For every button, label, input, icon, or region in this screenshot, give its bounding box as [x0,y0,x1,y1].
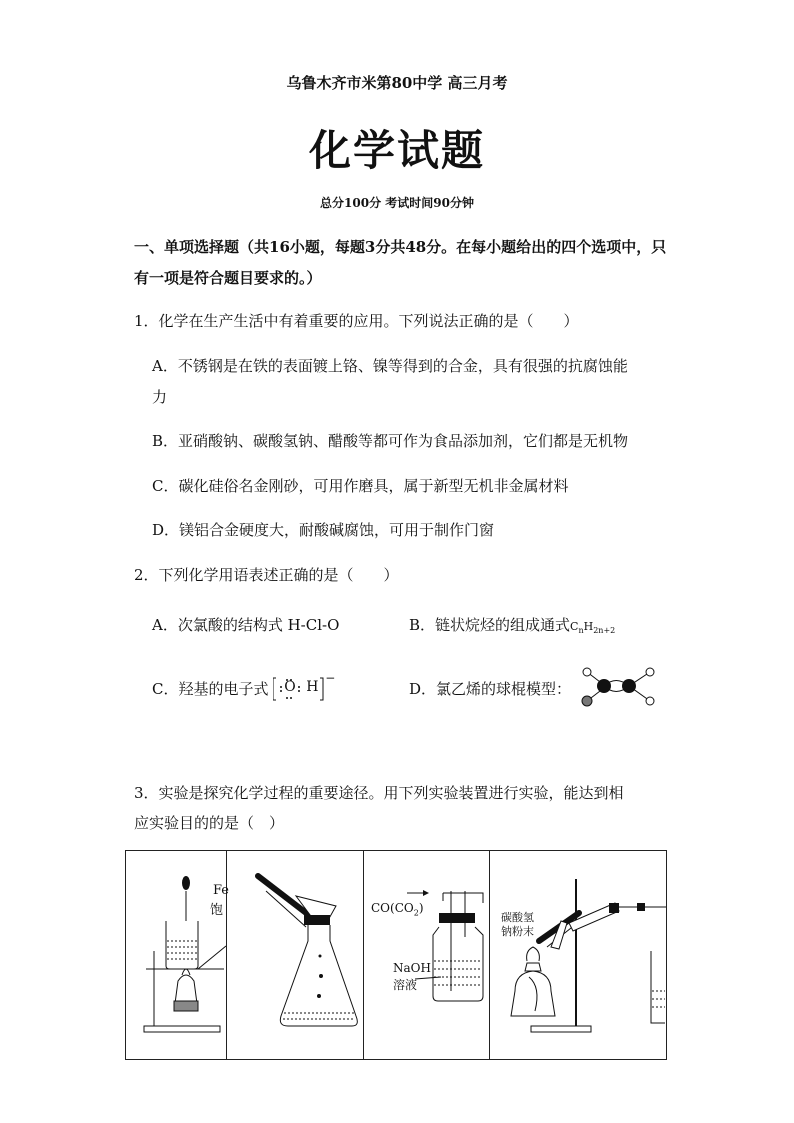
apparatus-figure [125,850,667,1060]
alkane-formula: $C_nH_{2n+2}$ [570,620,616,636]
apparatus-panel-1 [126,851,230,1059]
question-1-option-a: A．不锈钢是在铁的表面镀上铬、镍等得到的合金，具有很强的抗腐蚀能 [152,357,628,375]
question-2-option-c [152,671,336,701]
question-1-stem: 1．化学在生产生活中有着重要的应用。下列说法正确的是（ ） [134,312,579,330]
apparatus-panel-4 [489,851,666,1059]
question-1-option-b: B．亚硝酸钠、碳酸氢钠、醋酸等都可作为食品添加剂，它们都是无机物 [152,432,629,450]
question-2-option-b [409,614,615,635]
heating-beaker-drawing [126,851,226,1059]
section-heading: 一、单项选择题（共16小题，每题3分共48分。在每小题给出的四个选项中，只有一项是符合题目要求的。） [134,238,667,287]
question-1-option-a-continued: 力 [152,388,168,406]
conical-flask-drawing [226,851,363,1059]
label-gas: $CO(CO_2)$ [371,901,424,918]
question-2-option-a: A．次氯酸的结构式 H-Cl-O [152,616,340,634]
apparatus-panel-2 [226,851,363,1059]
apparatus-panel-3 [363,851,489,1059]
label-solution: 溶液 [393,978,418,992]
school-heading: 乌鲁木齐市米第80中学 高三月考 [286,74,508,92]
label-naoh: NaOH [393,961,431,975]
question-1-option-c: C．碳化硅俗名金刚砂，可用作磨具，属于新型无机非金属材料 [152,477,569,495]
vinyl-chloride-ball-stick-model [578,664,658,710]
option-c-text: C．羟基的电子式 [152,680,269,698]
question-1-option-d: D．镁铝合金硬度大，耐酸碱腐蚀，可用于制作门窗 [152,521,495,539]
label-saturated: 饱 [210,903,224,918]
hydroxyl-electron-formula: O H − [273,679,333,701]
solid-heating-drawing [489,851,666,1059]
label-sodium-bicarbonate: 碳酸氢 [501,911,534,924]
electron-formula-brackets [273,676,333,702]
question-2-stem: 2．下列化学用语表述正确的是（ ） [134,566,399,584]
label-powder: 钠粉末 [501,925,534,938]
question-3-stem-line2: 应实验目的的是（ ） [134,814,285,832]
page-title: 化学试题 [308,126,485,175]
exam-meta: 总分100分 考试时间90分钟 [320,196,474,210]
gas-washing-bottle-drawing [363,851,489,1059]
question-3-stem-line1: 3．实验是探究化学过程的重要途径。用下列实验装置进行实验，能达到相 [134,784,624,802]
question-2-option-d: D．氯乙烯的球棍模型： [409,680,572,698]
label-fe: Fe [213,883,230,898]
option-b-text: B．链状烷烃的组成通式 [409,616,571,634]
